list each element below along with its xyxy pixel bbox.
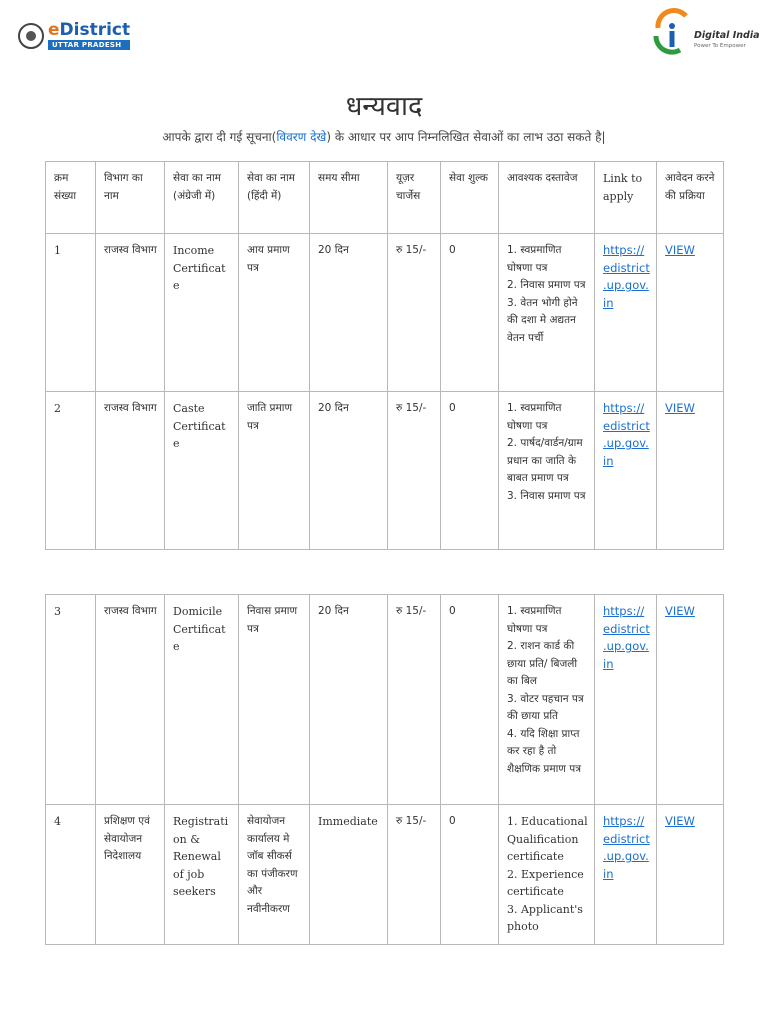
cell-service-fee: 0: [441, 234, 499, 392]
page-subtitle: आपके द्वारा दी गई सूचना(विवरण देखे) के आधार पर आप निम्नलिखित सेवाओं का लाभ उठा सकते है|: [162, 130, 606, 144]
cell-service-name-hi: सेवायोजन कार्यालय मे जॉब सीकर्स का पंजीकरण और नवीनीकरण: [239, 805, 310, 945]
digital-india-text: Digital India: [694, 30, 760, 41]
header-service-name-hi: सेवा का नाम (हिंदी में): [239, 162, 310, 234]
cell-user-charges: रु 15/-: [388, 595, 441, 805]
cell-service-name-en: Caste Certificate: [165, 392, 239, 550]
apply-link[interactable]: https://edistrict.up.gov.in: [603, 814, 650, 881]
cell-service-name-en: Income Certificate: [165, 234, 239, 392]
edistrict-logo[interactable]: [18, 22, 130, 50]
cell-process: [657, 392, 724, 550]
cell-apply-link: [595, 392, 657, 550]
page-title: धन्यवाद: [345, 91, 423, 122]
table-header-row: [46, 162, 724, 234]
cell-department: प्रशिक्षण एवं सेवायोजन निदेशालय: [96, 805, 165, 945]
state-label: UTTAR PRADESH: [48, 40, 130, 50]
cell-user-charges: रु 15/-: [388, 234, 441, 392]
cell-required-documents: 1. Educational Qualification certificate 2. Experience certificate 3. Applicant's photo: [499, 805, 595, 945]
cell-service-name-en: Registration & Renewal of job seekers: [165, 805, 239, 945]
cell-process: [657, 234, 724, 392]
cell-department: राजस्व विभाग: [96, 595, 165, 805]
cell-apply-link: [595, 234, 657, 392]
cell-service-fee: 0: [441, 595, 499, 805]
apply-link[interactable]: https://edistrict.up.gov.in: [603, 243, 650, 310]
cell-time-limit: 20 दिन: [310, 234, 388, 392]
table-row: [46, 392, 724, 550]
cell-department: राजस्व विभाग: [96, 392, 165, 550]
header-department: विभाग का नाम: [96, 162, 165, 234]
header-user-charges: यूज़र चार्जेस: [388, 162, 441, 234]
cell-serial: 2: [46, 392, 96, 550]
services-table-2: [45, 594, 724, 945]
edistrict-wordmark: eDistrict: [48, 20, 131, 40]
header-serial: क्रम संख्या: [46, 162, 96, 234]
cell-serial: 4: [46, 805, 96, 945]
cell-service-name-hi: जाति प्रमाण पत्र: [239, 392, 310, 550]
cell-user-charges: रु 15/-: [388, 392, 441, 550]
cell-user-charges: रु 15/-: [388, 805, 441, 945]
view-link[interactable]: VIEW: [665, 243, 695, 257]
cell-serial: 1: [46, 234, 96, 392]
table-row: [46, 805, 724, 945]
cell-process: [657, 595, 724, 805]
cell-service-fee: 0: [441, 392, 499, 550]
cell-time-limit: 20 दिन: [310, 595, 388, 805]
header-time-limit: समय सीमा: [310, 162, 388, 234]
cell-department: राजस्व विभाग: [96, 234, 165, 392]
services-table-1: [45, 161, 724, 550]
cell-apply-link: [595, 805, 657, 945]
cell-required-documents: 1. स्वप्रमाणित घोषणा पत्र 2. निवास प्रमाण पत्र 3. वेतन भोगी होने की दशा मे अद्यतन वेतन पर्ची: [499, 234, 595, 392]
page-header: [0, 0, 768, 70]
header-link-to-apply: Link to apply: [595, 162, 657, 234]
details-link[interactable]: विवरण देखे: [276, 130, 327, 144]
cell-time-limit: Immediate: [310, 805, 388, 945]
table-row: [46, 595, 724, 805]
cell-process: [657, 805, 724, 945]
cell-required-documents: 1. स्वप्रमाणित घोषणा पत्र 2. पार्षद/वार्डन/ग्राम प्रधान का जाति के बाबत प्रमाण पत्र 3. निवास प्रमाण पत्र: [499, 392, 595, 550]
cell-required-documents: 1. स्वप्रमाणित घोषणा पत्र 2. राशन कार्ड की छाया प्रति/ बिजली का बिल 3. वोटर पहचान पत्र की छाया प्रति 4. यदि शिक्षा प्राप्त कर रहा है तो शैक्षणिक प्रमाण पत्र: [499, 595, 595, 805]
apply-link[interactable]: https://edistrict.up.gov.in: [603, 401, 650, 468]
digital-india-logo-icon: [650, 6, 694, 56]
header-service-name-en: सेवा का नाम (अंग्रेजी में): [165, 162, 239, 234]
view-link[interactable]: VIEW: [665, 604, 695, 618]
cell-apply-link: [595, 595, 657, 805]
view-link[interactable]: VIEW: [665, 814, 695, 828]
header-application-process: आवेदन करने की प्रक्रिया: [657, 162, 724, 234]
view-link[interactable]: VIEW: [665, 401, 695, 415]
header-required-documents: आवश्यक दस्तावेज: [499, 162, 595, 234]
cell-service-fee: 0: [441, 805, 499, 945]
cell-serial: 3: [46, 595, 96, 805]
cell-time-limit: 20 दिन: [310, 392, 388, 550]
table-row: [46, 234, 724, 392]
digital-india-tagline: Power To Empower: [694, 43, 746, 49]
cell-service-name-hi: निवास प्रमाण पत्र: [239, 595, 310, 805]
cell-service-name-en: Domicile Certificate: [165, 595, 239, 805]
up-emblem-icon: [18, 23, 44, 49]
header-service-fee: सेवा शुल्क: [441, 162, 499, 234]
digital-india-logo[interactable]: [650, 6, 760, 56]
apply-link[interactable]: https://edistrict.up.gov.in: [603, 604, 650, 671]
cell-service-name-hi: आय प्रमाण पत्र: [239, 234, 310, 392]
